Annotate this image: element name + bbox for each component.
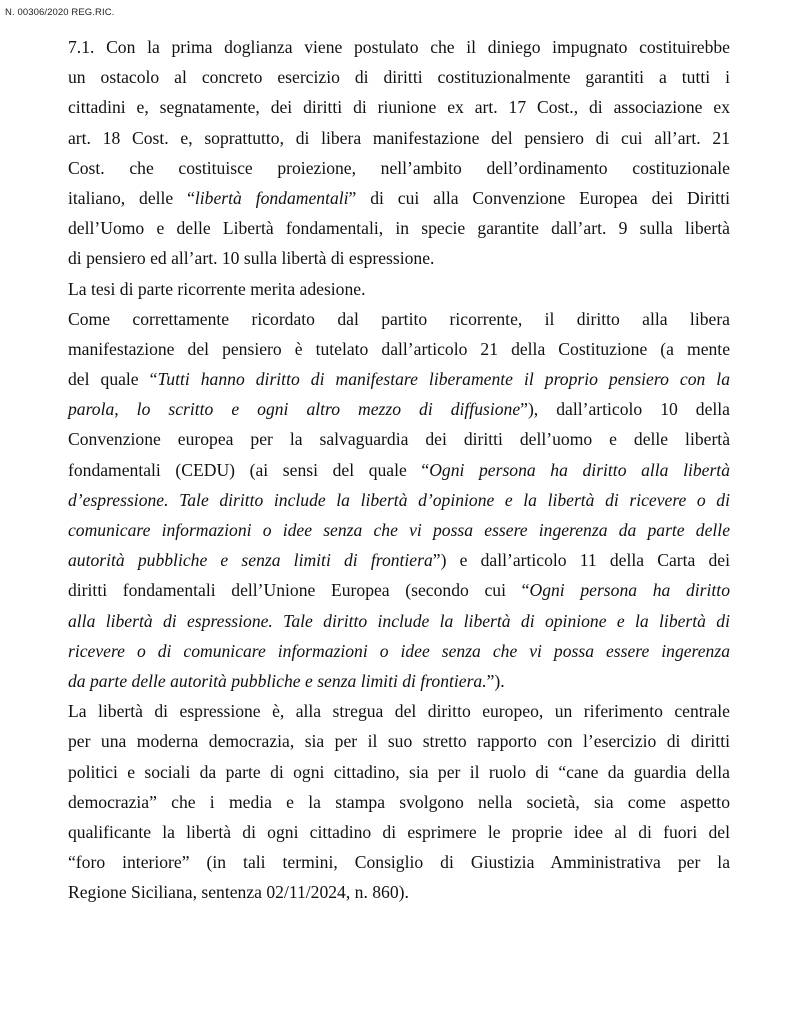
text-line [68, 696, 730, 726]
text-segment: politici e sociali da parte di ogni cittadino, sia per il ruolo di “cane da guardia della [68, 761, 730, 782]
text-line [68, 817, 730, 847]
text-segment: manifestazione del pensiero è tutelato dall’articolo 21 della Costituzione (a mente [68, 338, 730, 359]
text-segment: Come correttamente ricordato dal partito ricorrente, il diritto alla libera [68, 308, 730, 329]
text-line [68, 515, 730, 545]
text-line [68, 92, 730, 122]
text-segment: qualificante la libertà di ogni cittadino di esprimere le proprie idee al di fuori del [68, 821, 730, 842]
text-line [68, 213, 730, 243]
text-segment: per una moderna democrazia, sia per il suo stretto rapporto con l’esercizio di diritti [68, 731, 730, 752]
text-segment: art. 18 Cost. e, soprattutto, di libera manifestazione del pensiero di cui all’art. 21 [68, 127, 730, 148]
text-line [68, 575, 730, 605]
text-segment: cittadini e, segnatamente, dei diritti di riunione ex art. 17 Cost., di associazione ex [68, 97, 730, 118]
text-line [68, 274, 730, 304]
italic-quote-segment: Tutti hanno diritto di manifestare liberamente il proprio pensiero con la [157, 369, 730, 390]
text-segment: democrazia” che i media e la stampa svolgono nella società, sia come aspetto [68, 791, 730, 812]
text-segment: “foro interiore” (in tali termini, Consiglio di Giustizia Amministrativa per la [68, 852, 730, 873]
text-line [68, 334, 730, 364]
text-segment: italiano, delle “ [68, 187, 195, 208]
italic-quote-segment: libertà fondamentali [194, 187, 349, 208]
italic-quote-segment: d’espressione. Tale diritto include la libertà d’opinione e la libertà di ricevere o di [68, 489, 730, 510]
text-segment: Regione Siciliana, sentenza 02/11/2024, n. 860). [68, 882, 409, 903]
text-segment: ”), dall’articolo 10 della [520, 399, 730, 420]
text-line [68, 62, 730, 92]
italic-quote-segment: comunicare informazioni o idee senza che vi possa essere ingerenza da parte delle [68, 520, 730, 540]
text-segment: dell’Uomo e delle Libertà fondamentali, in specie garantite dall’art. 9 sulla libertà [68, 218, 730, 239]
document-reference-number: N. 00306/2020 REG.RIC. [5, 7, 115, 18]
text-line [68, 606, 730, 636]
text-segment: Convenzione europea per la salvaguardia dei diritti dell’uomo e delle libertà [68, 429, 730, 450]
text-segment: un ostacolo al concreto esercizio di diritti costituzionalmente garantiti a tutti i [68, 67, 730, 88]
text-line [68, 243, 730, 273]
text-segment: ”) e dall’articolo 11 della Carta dei [432, 550, 730, 571]
text-line [68, 847, 730, 877]
text-line [68, 636, 730, 666]
text-line [68, 32, 730, 62]
text-segment: 7.1. Con la prima doglianza viene postulato che il diniego impugnato costituirebbe [68, 37, 730, 57]
text-line [68, 394, 730, 424]
italic-quote-segment: Ogni persona ha diritto alla libertà [429, 459, 730, 480]
text-segment: ”). [486, 670, 505, 691]
text-line [68, 364, 730, 394]
text-line [68, 304, 730, 334]
text-segment: diritti fondamentali dell’Unione Europea (secondo cui “ [68, 580, 530, 601]
text-segment: ” di cui alla Convenzione Europea dei Diritti [348, 187, 730, 208]
text-line [68, 424, 730, 454]
italic-quote-segment: Ogni persona ha diritto [529, 580, 730, 601]
document-body [68, 32, 730, 907]
text-line [68, 726, 730, 756]
text-segment: La libertà di espressione è, alla stregua del diritto europeo, un riferimento centrale [68, 701, 730, 722]
text-segment: Cost. che costituisce proiezione, nell’ambito dell’ordinamento costituzionale [68, 157, 730, 178]
italic-quote-segment: autorità pubbliche e senza limiti di frontiera [68, 550, 433, 571]
text-line [68, 485, 730, 515]
italic-quote-segment: parola, lo scritto e ogni altro mezzo di diffusione [68, 399, 521, 420]
text-line [68, 666, 730, 696]
italic-quote-segment: alla libertà di espressione. Tale diritto include la libertà di opinione e la libertà di [68, 610, 730, 631]
text-line [68, 455, 730, 485]
text-segment: fondamentali (CEDU) (ai sensi del quale “ [68, 459, 430, 480]
text-line [68, 545, 730, 575]
text-segment: del quale “ [68, 369, 158, 390]
text-line [68, 183, 730, 213]
text-segment: di pensiero ed all’art. 10 sulla libertà di espressione. [68, 248, 435, 269]
text-line [68, 123, 730, 153]
text-line [68, 153, 730, 183]
text-segment: La tesi di parte ricorrente merita adesione. [68, 278, 366, 299]
text-line [68, 787, 730, 817]
italic-quote-segment: da parte delle autorità pubbliche e senza limiti di frontiera. [68, 670, 487, 691]
italic-quote-segment: ricevere o di comunicare informazioni o idee senza che vi possa essere ingerenza [68, 640, 730, 661]
text-line [68, 757, 730, 787]
text-line [68, 877, 730, 907]
